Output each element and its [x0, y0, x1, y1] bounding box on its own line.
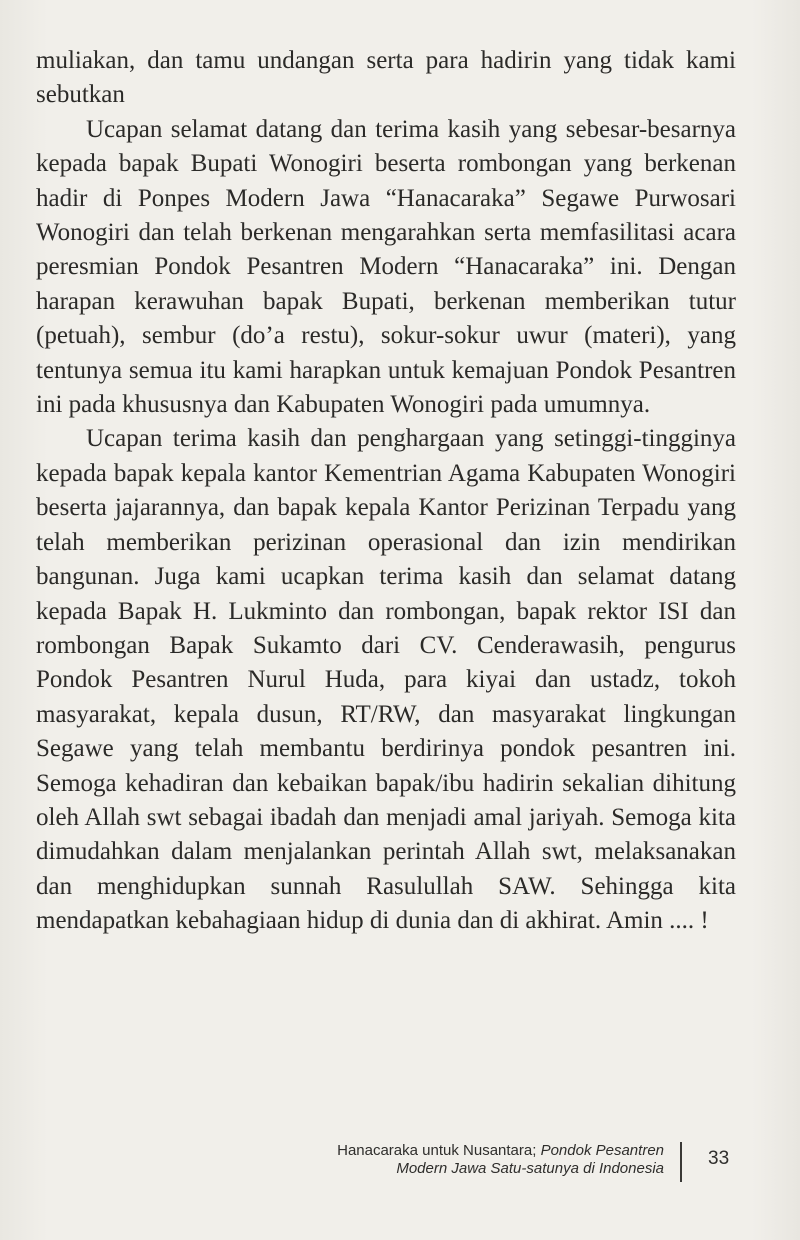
- paragraph-continuation: muliakan, dan tamu undangan serta para hadirin yang tidak kami sebutkan: [36, 47, 736, 109]
- running-title-italic-1: Pondok Pesantren: [540, 1142, 664, 1159]
- running-title: [337, 1142, 664, 1178]
- paragraph-thanks: Ucapan terima kasih dan penghargaan yang setinggi-tingginya kepada bapak kepala kantor Kementrian Agama Kabupaten Wonogiri beserta jajarannya, dan bapak kepala Kantor Perizinan Terpadu yang telah memberikan perizinan operasional dan izin mendirikan bangunan. Juga kami ucapkan terima kasih dan selamat datang kepada Bapak H. Lukminto dan rombongan, bapak rektor ISI dan rombongan Bapak Sukamto dari CV. Cenderawasih, pengurus Pondok Pesantren Nurul Huda, para kiyai dan ustadz, tokoh masyarakat, kepala dusun, RT/RW, dan masyarakat lingkungan Segawe yang telah membantu berdirinya pondok pesantren ini. Semoga kehadiran dan kebaikan bapak/ibu hadirin sekalian dihitung oleh Allah swt sebagai ibadah dan menjadi amal jariyah. Semoga kita dimudahkan dalam menjalankan perintah Allah swt, melaksanakan dan menghidupkan sunnah Rasulullah SAW. Sehingga kita mendapatkan kebahagiaan hidup di dunia dan di akhirat. Amin .... !: [36, 425, 736, 935]
- page-footer: [0, 1142, 800, 1192]
- running-title-italic-2: Modern Jawa Satu-satunya di Indonesia: [396, 1160, 664, 1177]
- running-title-plain: Hanacaraka untuk Nusantara;: [337, 1142, 537, 1159]
- paragraph-welcome-bupati: Ucapan selamat datang dan terima kasih yang sebesar-besarnya kepada bapak Bupati Wonogiri beserta rombongan yang berkenan hadir di Ponpes Modern Jawa “Hanacaraka” Segawe Purwosari Wonogiri dan telah berkenan mengarahkan serta memfasilitasi acara peresmian Pondok Pesantren Modern “Hanacaraka” ini. Dengan harapan kerawuhan bapak Bupati, berkenan memberikan tutur (petuah), sembur (do’a restu), sokur-sokur uwur (materi), yang tentunya semua itu kami harapkan untuk kemajuan Pondok Pesantren ini pada khususnya dan Kabupaten Wonogiri pada umumnya.: [36, 115, 736, 419]
- body-text: [36, 44, 736, 939]
- page-number: 33: [708, 1148, 730, 1169]
- footer-divider: [680, 1142, 682, 1182]
